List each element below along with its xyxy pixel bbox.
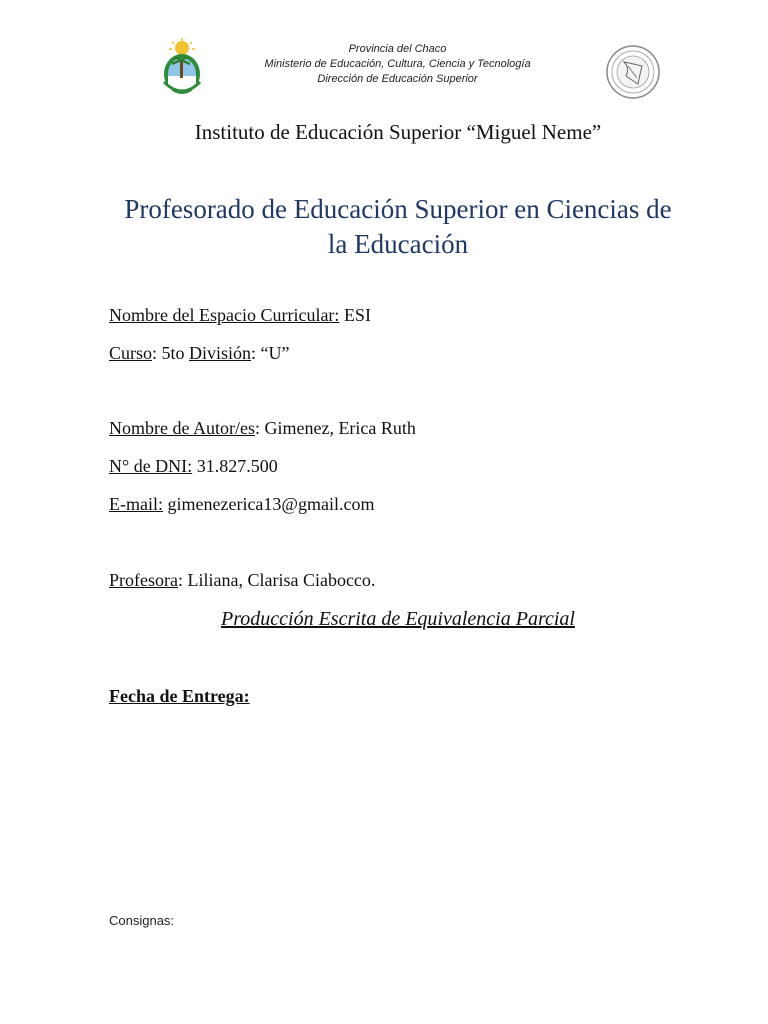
email-value: gimenezerica13@gmail.com (162, 494, 375, 514)
institute-seal-icon (604, 44, 662, 100)
division-label: División (189, 343, 252, 363)
curso-label: Curso (109, 343, 153, 363)
production-title: Producción Escrita de Equivalencia Parcial (221, 608, 575, 630)
field-espacio-curricular (109, 305, 371, 326)
fecha-label: Fecha de Entrega: (109, 686, 250, 706)
field-profesora (109, 570, 375, 591)
institute-name: Instituto de Educación Superior “Miguel Neme” (194, 120, 602, 144)
dni-label: N° de DNI: (109, 456, 193, 476)
autor-value: : Gimenez, Erica Ruth (254, 418, 416, 438)
field-curso (109, 343, 290, 364)
field-autor (109, 418, 416, 439)
consignas-label: Consignas: (109, 913, 175, 928)
autor-label: Nombre de Autor/es (109, 418, 255, 438)
program-title-line-2: la Educación (327, 229, 469, 259)
program-title (100, 192, 696, 262)
field-email (109, 494, 374, 515)
header-province: Provincia del Chaco (348, 43, 447, 55)
province-coat-of-arms-icon (158, 38, 206, 98)
field-dni (109, 456, 278, 477)
field-fecha-entrega (109, 686, 250, 707)
email-label: E-mail: (109, 494, 163, 514)
curso-value: : 5to (152, 343, 190, 363)
espacio-label: Nombre del Espacio Curricular: (109, 305, 340, 325)
program-title-line-1: Profesorado de Educación Superior en Ciencias de (124, 194, 672, 224)
profesora-label: Profesora (109, 570, 178, 590)
header-direction: Dirección de Educación Superior (317, 73, 478, 85)
header-text (200, 42, 595, 87)
profesora-value: : Liliana, Clarisa Ciabocco. (177, 570, 376, 590)
espacio-value: ESI (339, 305, 371, 325)
header-ministry: Ministerio de Educación, Cultura, Ciencia y Tecnología (264, 58, 531, 70)
dni-value: 31.827.500 (192, 456, 278, 476)
division-value: : “U” (251, 343, 290, 363)
